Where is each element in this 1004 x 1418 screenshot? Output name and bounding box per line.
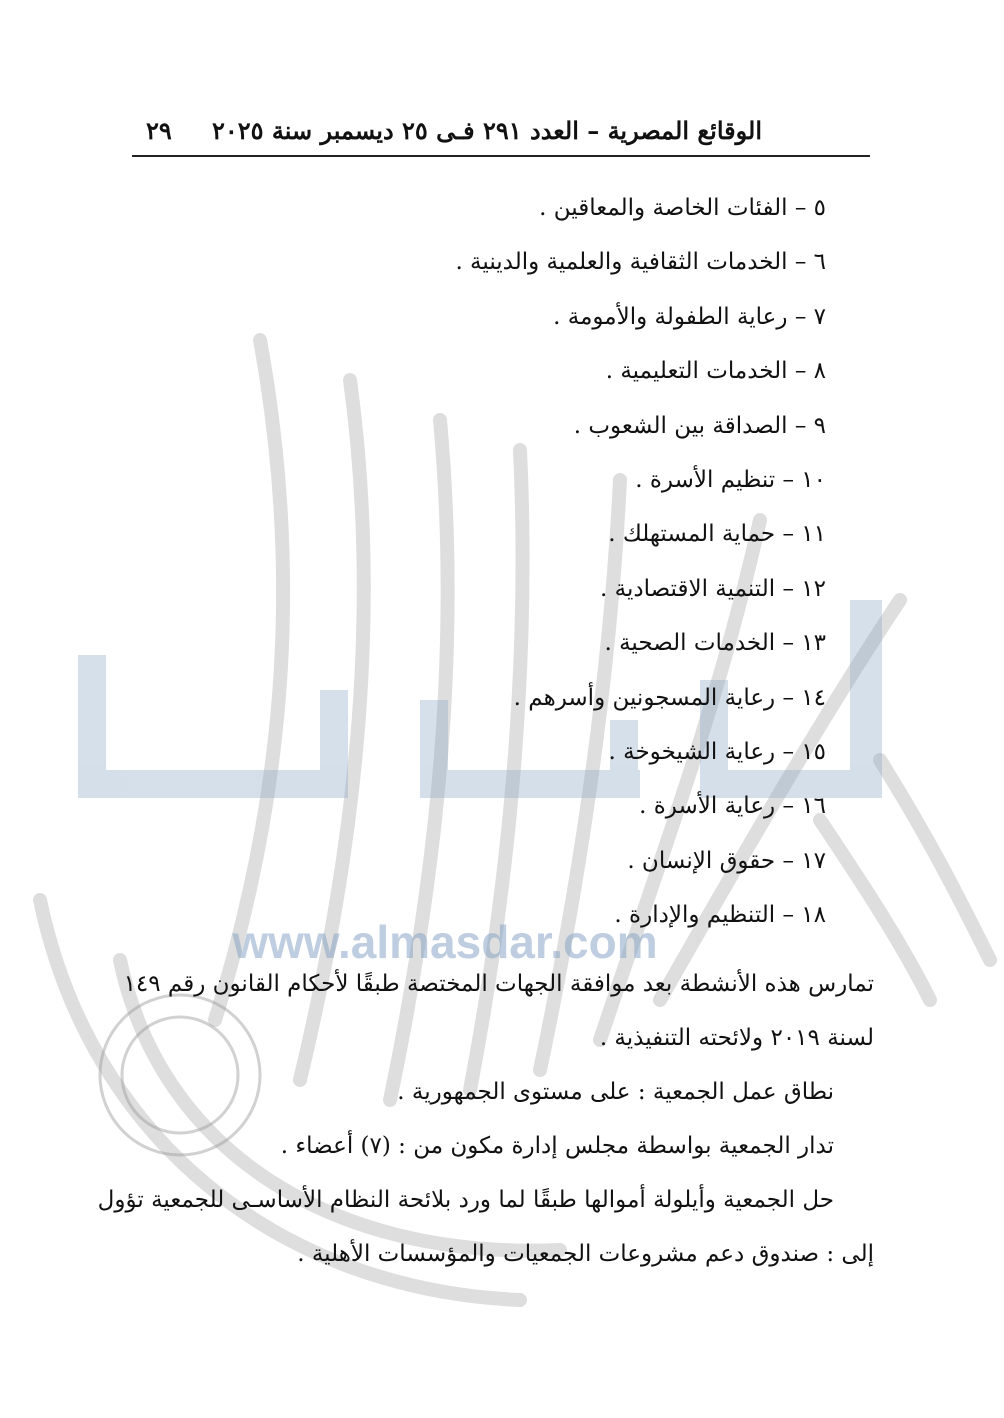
page-header [132,112,870,152]
watermark-url: www.almasdar.com [232,916,658,968]
paragraph-line: إلى : صندوق دعم مشروعات الجمعيات والمؤسسات الأهلية . [297,1241,874,1267]
list-item: ٦ – الخدمات الثقافية والعلمية والدينية . [455,249,826,276]
paragraph-line: لسنة ٢٠١٩ ولائحته التنفيذية . [599,1025,874,1051]
list-item: ١٤ – رعاية المسجونين وأسرهم . [513,684,826,711]
list-item: ١٠ – تنظيم الأسرة . [635,466,826,493]
paragraph-line: نطاق عمل الجمعية : على مستوى الجمهورية . [397,1079,834,1105]
paragraph-line: تدار الجمعية بواسطة مجلس إدارة مكون من : (٧) أعضاء . [280,1133,834,1159]
list-item: ٨ – الخدمات التعليمية . [605,358,826,385]
list-item: ١٢ – التنمية الاقتصادية . [600,575,826,602]
header-title: الوقائع المصرية – العدد ٢٩١ فـى ٢٥ ديسمبر سنة ٢٠٢٥ [212,116,762,145]
paragraph-line: تمارس هذه الأنشطة بعد موافقة الجهات المختصة طبقًا لأحكام القانون رقم ١٤٩ [123,971,874,997]
paragraph-line: حل الجمعية وأيلولة أموالها طبقًا لما ورد بلائحة النظام الأساسـى للجمعية تؤول [97,1187,834,1213]
list-item: ١٥ – رعاية الشيخوخة . [608,738,826,765]
page-number: ٢٩ [146,116,172,145]
list-item: ١٨ – التنظيم والإدارة . [614,902,826,929]
list-item: ١٧ – حقوق الإنسان . [627,847,826,874]
body-text [97,962,874,1286]
list-item: ١١ – حماية المستهلك . [608,521,826,548]
list-item: ١٦ – رعاية الأسرة . [639,793,826,820]
list-item: ٩ – الصداقة بين الشعوب . [573,412,826,439]
list-item: ١٣ – الخدمات الصحية . [604,630,826,657]
activities-list [455,188,826,949]
header-divider [132,155,870,157]
list-item: ٥ – الفئات الخاصة والمعاقين . [539,195,826,221]
list-item: ٧ – رعاية الطفولة والأمومة . [553,303,826,330]
